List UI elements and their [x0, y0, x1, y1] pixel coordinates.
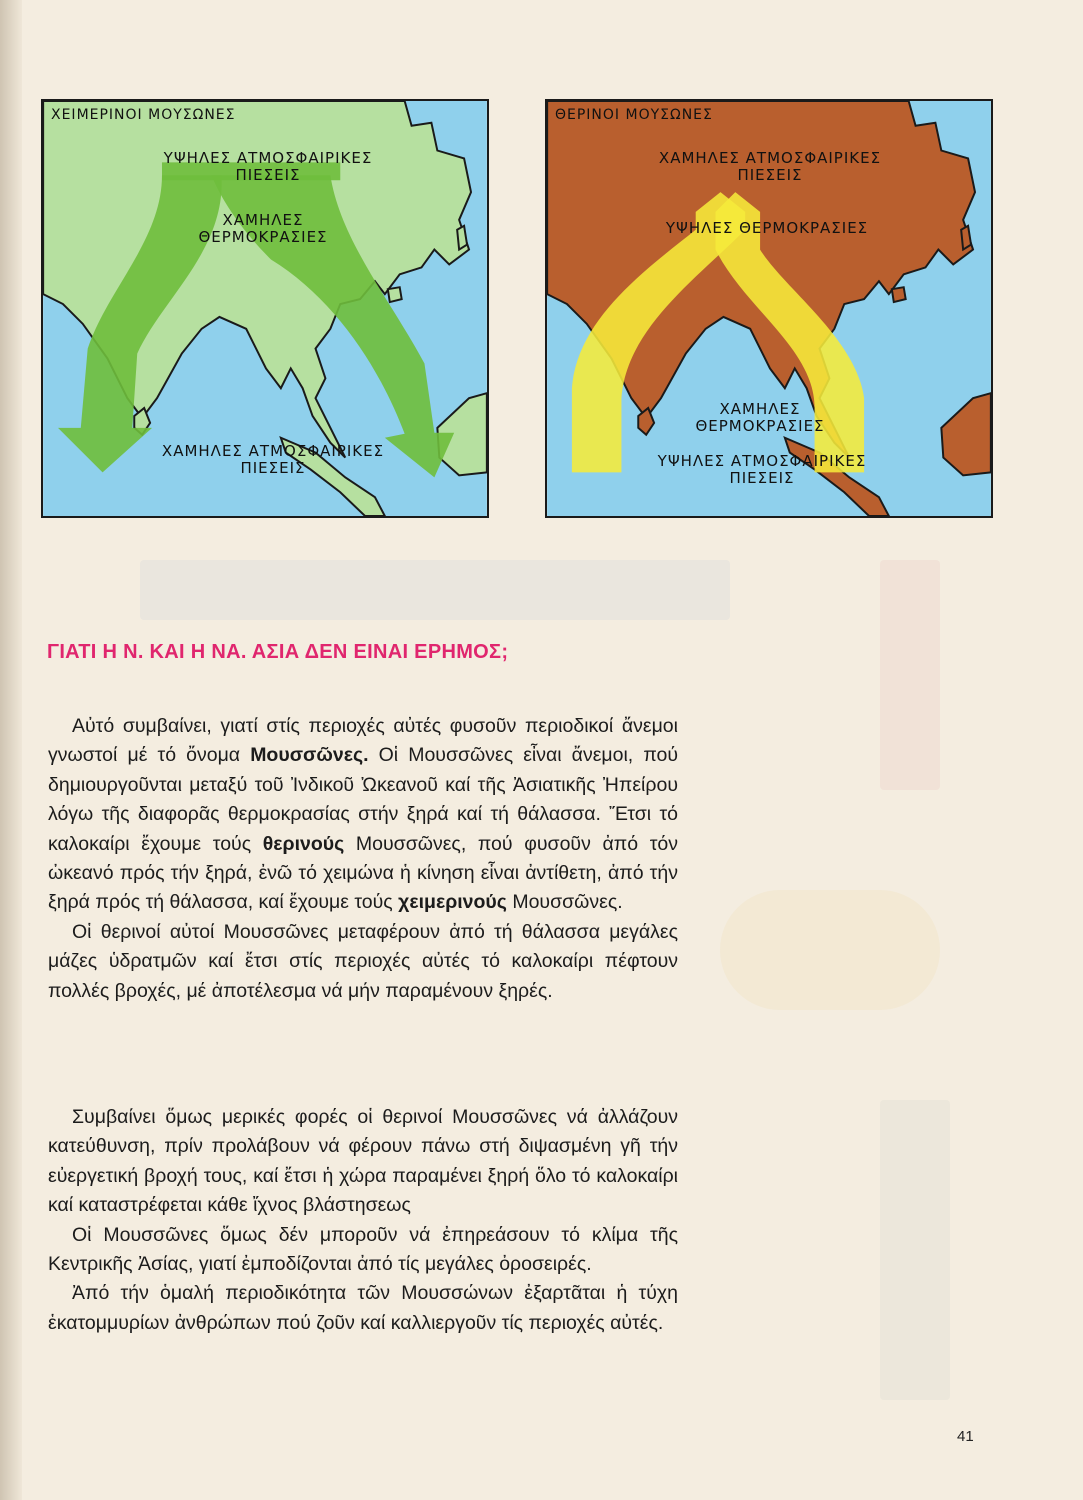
summer-high-pressure-label [642, 453, 882, 488]
label-line: ΠΙΕΣΕΙΣ [729, 469, 795, 488]
summer-map-title: ΘΕΡΙΝΟΙ ΜΟΥΣΩΝΕΣ [555, 107, 713, 123]
bleed-through-shape [720, 890, 940, 1010]
page-number: 41 [957, 1428, 974, 1445]
winter-high-pressure-label [138, 150, 398, 185]
bleed-through-shape [880, 560, 940, 790]
winter-monsoon-map [41, 99, 489, 518]
paragraph-periodicity: Ἀπό τήν ὁμαλή περιοδικότητα τῶν Μουσσώνων ἐξαρτᾶται ἡ τύχη ἑκατομμυρίων ἀνθρώπων πού ζοῦν καί καλλιεργοῦν τίς περιοχές αὐτές. [48, 1282, 678, 1334]
winter-map-title: ΧΕΙΜΕΡΙΝΟΙ ΜΟΥΣΩΝΕΣ [51, 107, 236, 123]
taiwan-island [961, 226, 971, 250]
paragraph-monsoon-definition [48, 712, 678, 918]
paragraph-summer-rain: Οἱ θερινοί αὐτοί Μουσσῶνες μεταφέρουν ἀπό τή θάλασσα μεγάλες μάζες ὑδρατμῶν καί ἔτσι στίς περιοχές αὐτές τό καλοκαίρι πέφτουν πολλές βροχές, μέ ἀποτέλεσμα νά μήν παραμένουν ξηρές. [48, 920, 678, 1002]
text-run: Οἱ Μουσσῶνες εἶναι ἄνεμοι, πού δημιουργοῦνται μεταξύ τοῦ Ἰνδικοῦ Ὠκεανοῦ καί τῆς Ἀσιατικῆς Ἠπείρου λόγω τῆς διαφορᾶς θερμοκρασίας στήν ξηρά καί τή θάλασσα. Ἔτσι τό καλοκαίρι ἔχουμε τούς [48, 744, 679, 855]
bold-term-winter: χειμερινούς [398, 891, 507, 914]
summer-low-pressure-label [635, 150, 905, 185]
label-line: ΥΨΗΛΕΣ ΑΤΜΟΣΦΑΙΡΙΚΕΣ [657, 452, 867, 470]
summer-monsoon-map [545, 99, 993, 518]
label-line: ΥΨΗΛΕΣ ΑΤΜΟΣΦΑΙΡΙΚΕΣ [163, 149, 373, 167]
label-line: ΧΑΜΗΛΕΣ ΑΤΜΟΣΦΑΙΡΙΚΕΣ [658, 149, 882, 167]
label-line: ΧΑΜΗΛΕΣ ΑΤΜΟΣΦΑΙΡΙΚΕΣ [161, 442, 385, 460]
paragraph-central-asia: Οἱ Μουσσῶνες ὅμως δέν μποροῦν νά ἐπηρεάσουν τό κλίμα τῆς Κεντρικῆς Ἀσίας, γιατί ἐμποδίζονται ἀπό τίς μεγάλες ὀροσειρές. [48, 1223, 678, 1276]
body-text-block-2 [48, 1103, 678, 1338]
page-binding-shadow [0, 0, 22, 1500]
section-heading: ΓΙΑΤΙ Η Ν. ΚΑΙ Η ΝΑ. ΑΣΙΑ ΔΕΝ ΕΙΝΑΙ ΕΡΗΜΟΣ; [47, 641, 509, 663]
text-run: Αὐτό συμβαίνει, γιατί στίς περιοχές αὐτές φυσοῦν περιοδικοί ἄνεμοι γνωστοί μέ τό ὄνομα [48, 715, 678, 767]
paragraph-drought: Συμβαίνει ὅμως μερικές φορές οἱ θερινοί Μουσσῶνες νά ἀλλάζουν κατεύθυνση, πρίν προλάβουν νά φέρουν πάνω στή διψασμένη γῆ τήν εὐεργετική βροχή τους, καί ἔτσι ἡ χώρα παραμένει ξηρή ὅλο τό καλοκαίρι καί καταστρέφεται κάθε ἴχνος βλάστησεως [48, 1106, 678, 1217]
bleed-through-shape [880, 1100, 950, 1400]
text-run: Μουσσῶνες, πού φυσοῦν ἀπό τόν ὠκεανό πρός τήν ξηρά, ἐνῶ τό χειμώνα ἡ κίνηση εἶναι ἀντίθετη, ἀπό τήν ξηρά πρός τή θάλασσα, καί ἔχουμε τούς [48, 832, 678, 914]
label-line: ΘΕΡΜΟΚΡΑΣΙΕΣ [695, 417, 825, 436]
label-line: ΘΕΡΜΟΚΡΑΣΙΕΣ [198, 228, 328, 247]
bold-term-summer: θερινούς [262, 832, 345, 855]
winter-low-pressure-label [123, 443, 423, 478]
label-line: ΧΑΜΗΛΕΣ [719, 400, 801, 418]
bleed-through-shape [140, 560, 730, 620]
body-text-block-1 [48, 712, 678, 1006]
summer-low-temperature-label [685, 401, 835, 436]
summer-high-temperature-label: ΥΨΗΛΕΣ ΘΕΡΜΟΚΡΑΣΙΕΣ [665, 219, 869, 237]
text-run: Μουσσῶνες. [506, 891, 623, 914]
label-line: ΠΙΕΣΕΙΣ [240, 459, 306, 478]
hainan-island [892, 287, 906, 302]
winter-low-temperature-label [173, 212, 353, 247]
label-line: ΠΙΕΣΕΙΣ [737, 166, 803, 185]
label-line: ΠΙΕΣΕΙΣ [235, 166, 301, 185]
hainan-island [388, 287, 402, 302]
taiwan-island [457, 226, 467, 250]
bold-term-monsoons: Μουσσῶνες. [250, 744, 369, 767]
label-line: ΧΑΜΗΛΕΣ [222, 211, 304, 229]
